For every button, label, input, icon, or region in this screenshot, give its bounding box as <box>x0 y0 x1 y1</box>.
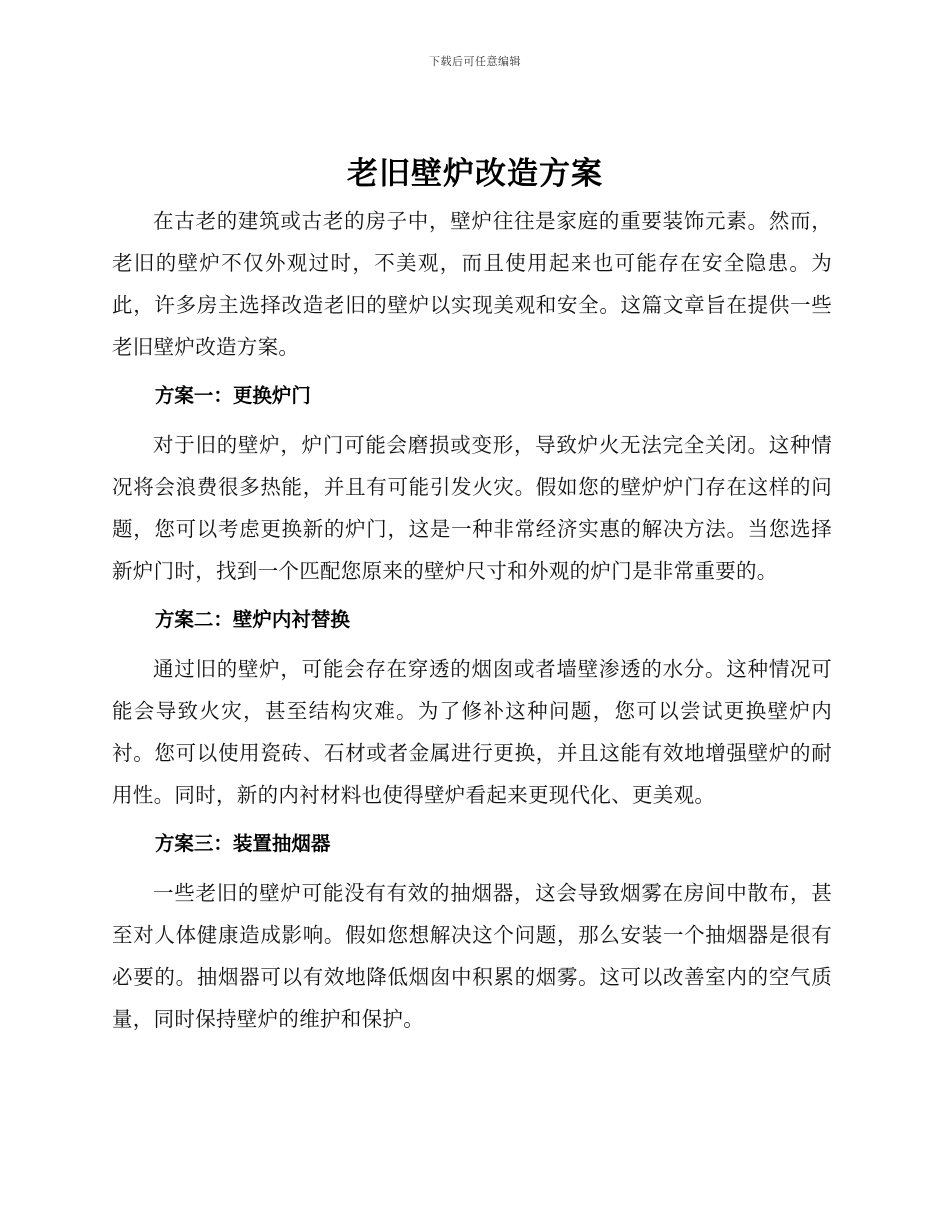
section-paragraph: 一些老旧的壁炉可能没有有效的抽烟器，这会导致烟雾在房间中散布，甚至对人体健康造成影响。假如您想解决这个问题，那么安装一个抽烟器是很有必要的。抽烟器可以有效地降低烟囱中积累的烟雾。这可以改善室内的空气质量，同时保持壁炉的维护和保护。 <box>112 881 832 1031</box>
page-header-note: 下载后可任意编辑 <box>429 55 521 68</box>
section-2 <box>112 606 832 816</box>
section-paragraph: 对于旧的壁炉，炉门可能会磨损或变形，导致炉火无法完全关闭。这种情况将会浪费很多热能，并且有可能引发火灾。假如您的壁炉炉门存在这样的问题，您可以考虑更换新的炉门，这是一种非常经济实惠的解决方法。当您选择新炉门时，找到一个匹配您原来的壁炉尺寸和外观的炉门是非常重要的。 <box>112 433 832 583</box>
intro-paragraph: 在古老的建筑或古老的房子中，壁炉往往是家庭的重要装饰元素。然而，老旧的壁炉不仅外观过时，不美观，而且使用起来也可能存在安全隐患。为此，许多房主选择改造老旧的壁炉以实现美观和安全。这篇文章旨在提供一些老旧壁炉改造方案。 <box>112 209 832 359</box>
section-1 <box>112 382 832 592</box>
section-3 <box>112 830 832 1040</box>
section-heading: 方案一：更换炉门 <box>154 384 311 407</box>
section-heading: 方案三：装置抽烟器 <box>154 832 331 855</box>
document-body <box>112 200 832 1040</box>
section-heading: 方案二：壁炉内衬替换 <box>154 608 350 631</box>
document-title: 老旧壁炉改造方案 <box>347 156 603 192</box>
section-paragraph: 通过旧的壁炉，可能会存在穿透的烟囱或者墙壁渗透的水分。这种情况可能会导致火灾，甚至结构灾难。为了修补这种问题，您可以尝试更换壁炉内衬。您可以使用瓷砖、石材或者金属进行更换，并且这能有效地增强壁炉的耐用性。同时，新的内衬材料也使得壁炉看起来更现代化、更美观。 <box>112 657 832 807</box>
